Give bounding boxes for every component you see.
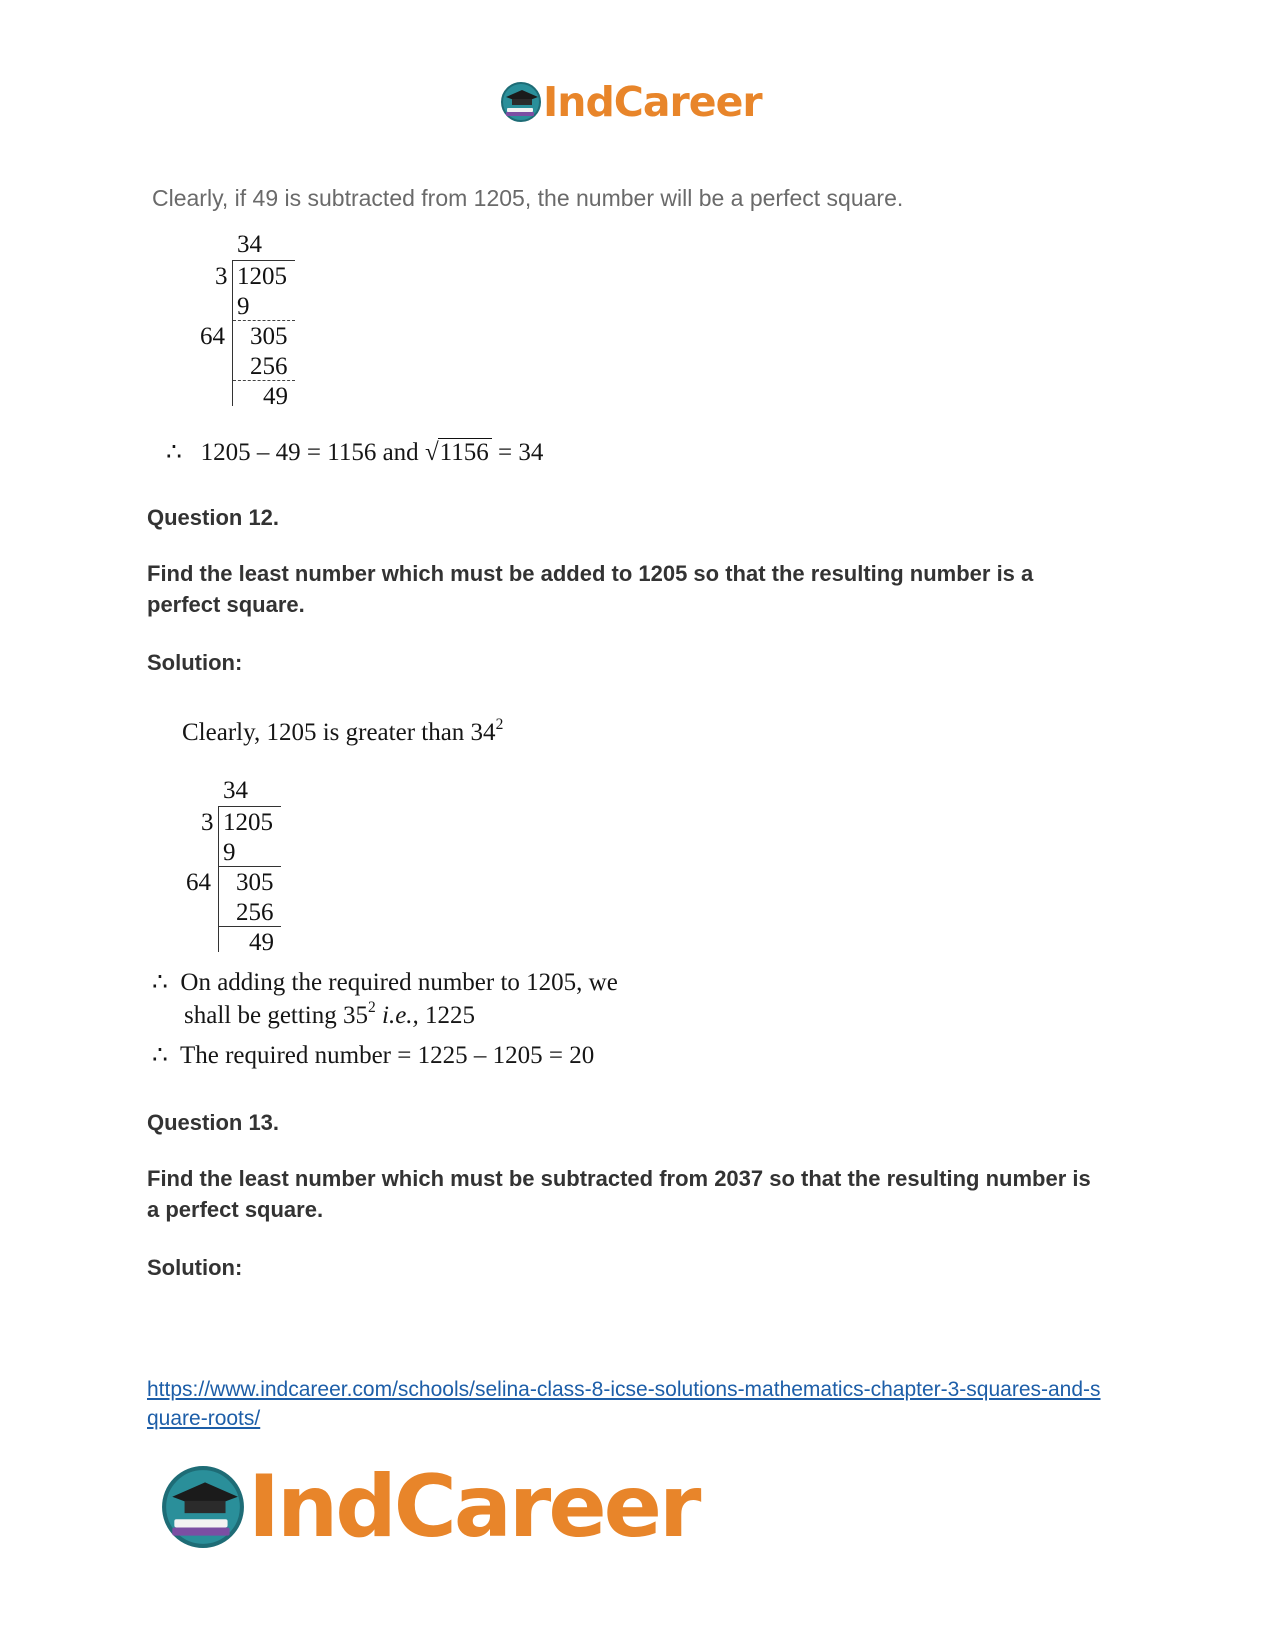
q12-heading: Question 12. — [147, 505, 280, 530]
brand-wordmark: IndCareer — [248, 1457, 699, 1557]
ld-subtract-1: 9 — [223, 839, 236, 866]
ld-remainder-2: 49 — [249, 929, 274, 956]
q12-text: Find the least number which must be added to 1205 so that the resulting number is a perfect square. — [147, 561, 1034, 617]
q12-line-2-value: 1225 — [425, 1002, 476, 1029]
radicand: 1156 — [438, 438, 492, 467]
ld-remainder-2: 49 — [263, 383, 288, 410]
therefore-symbol: ∴ — [152, 969, 168, 996]
q13-text: Find the least number which must be subtracted from 2037 so that the resulting number is a perfect square. — [147, 1166, 1091, 1222]
square-root — [425, 438, 492, 467]
q12-intro — [182, 716, 504, 747]
q12-line-2 — [184, 999, 476, 1030]
q12-long-division — [181, 778, 301, 958]
q11-conclusion-text: 1205 – 49 = 1156 and — [200, 439, 419, 466]
ld-divisor-1: 3 — [215, 263, 228, 290]
q12-intro-exponent: 2 — [495, 716, 504, 734]
graduation-emblem-icon — [160, 1464, 246, 1550]
ld-quotient: 34 — [237, 231, 262, 258]
graduation-emblem-icon — [500, 81, 542, 123]
ld-remainder-1: 305 — [236, 869, 274, 896]
q13-heading: Question 13. — [147, 1110, 280, 1135]
ld-subtract-2: 256 — [236, 899, 274, 926]
source-url-link[interactable]: https://www.indcareer.com/schools/selina-class-8-icse-solutions-mathematics-chapter-3-squares-and-square-roots/ — [147, 1378, 1101, 1430]
q12-line-1 — [152, 967, 618, 997]
indcareer-logo-bottom — [160, 1457, 699, 1557]
q12-line-1-text: On adding the required number to 1205, we — [180, 969, 618, 996]
ld-subtract-1: 9 — [237, 293, 250, 320]
brand-wordmark: IndCareer — [543, 78, 762, 126]
ld-divisor-2: 64 — [186, 869, 211, 896]
q12-line-2-text: shall be getting 35 — [184, 1002, 368, 1029]
indcareer-logo-top — [500, 78, 762, 126]
therefore-symbol: ∴ — [152, 1042, 168, 1069]
q11-conclusion — [166, 437, 543, 467]
q12-line-3 — [152, 1040, 594, 1070]
q11-conclusion-result: = 34 — [498, 439, 544, 466]
ld-divisor-1: 3 — [201, 809, 214, 836]
q12-intro-text: Clearly, 1205 is greater than 34 — [182, 719, 496, 746]
q12-solution-label: Solution: — [147, 650, 243, 675]
q11-long-division — [195, 232, 315, 412]
ld-divisor-2: 64 — [200, 323, 225, 350]
ld-quotient: 34 — [223, 777, 248, 804]
ld-subtract-2: 256 — [250, 353, 288, 380]
ld-dividend: 1205 — [223, 809, 273, 836]
q13-solution-label: Solution: — [147, 1255, 243, 1280]
q12-line-3-text: The required number = 1225 – 1205 = 20 — [179, 1042, 595, 1069]
q12-line-2-exponent: 2 — [368, 999, 376, 1017]
q11-statement: Clearly, if 49 is subtracted from 1205, the number will be a perfect square. — [152, 185, 904, 211]
radical-sign-icon: √ — [424, 439, 439, 466]
ld-remainder-1: 305 — [250, 323, 288, 350]
therefore-symbol: ∴ — [166, 439, 182, 466]
q12-line-2-ie: i.e., — [382, 1002, 419, 1029]
ld-dividend: 1205 — [237, 263, 287, 290]
